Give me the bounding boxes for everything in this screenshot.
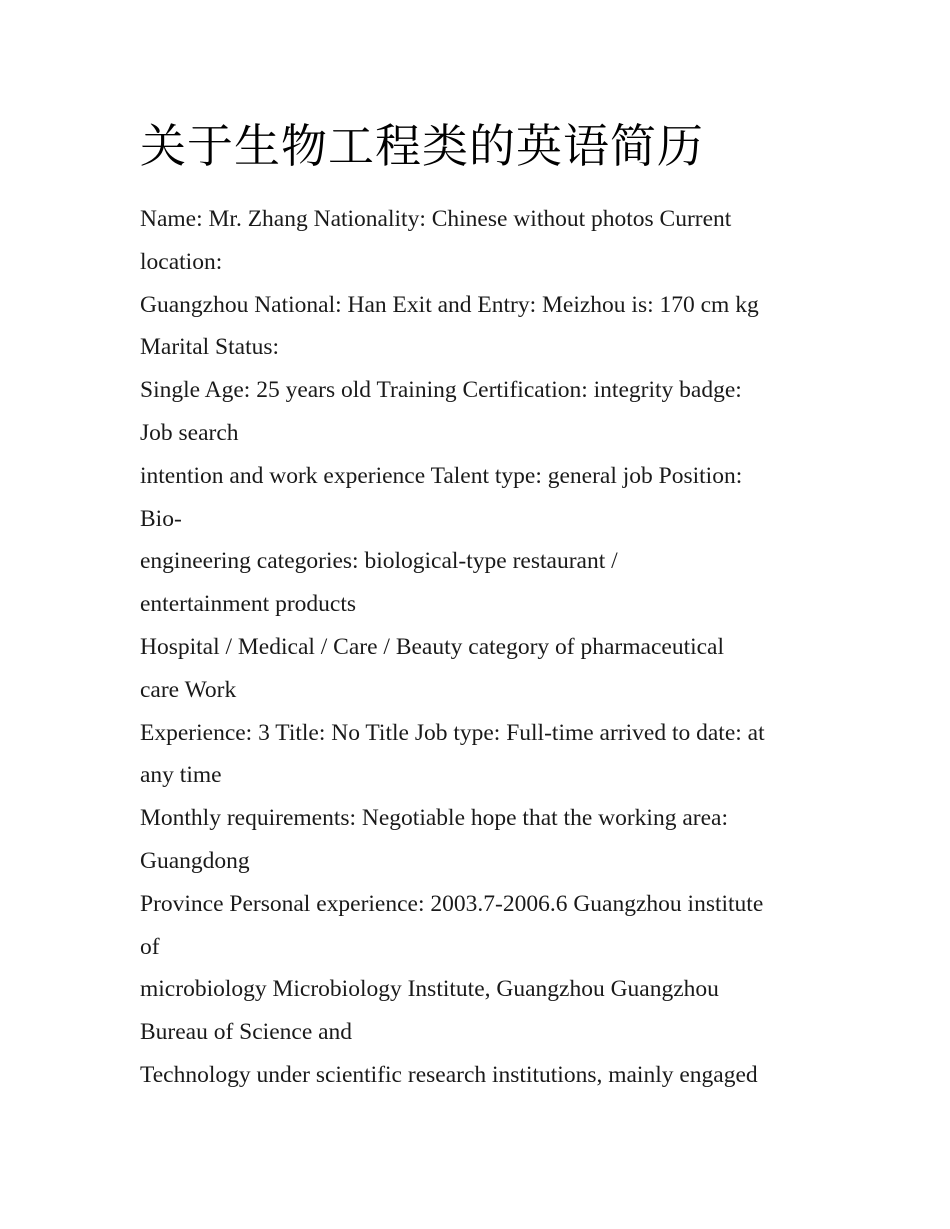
text-line: Technology under scientific research institutions, mainly engaged — [140, 1061, 758, 1088]
text-line: entertainment products — [140, 591, 356, 618]
text-line: engineering categories: biological-type restaurant / — [140, 548, 618, 575]
text-line: location: — [140, 248, 223, 275]
text-line: Marital Status: — [140, 334, 280, 361]
text-line: Guangzhou National: Han Exit and Entry: Meizhou is: 170 cm kg — [140, 291, 759, 318]
text-line: intention and work experience Talent type: general job Position: — [140, 462, 743, 489]
text-line: Guangdong — [140, 847, 250, 874]
text-line: Province Personal experience: 2003.7-2006.6 Guangzhou institute — [140, 890, 764, 917]
text-line: any time — [140, 762, 222, 789]
text-line: Name: Mr. Zhang Nationality: Chinese without photos Current — [140, 206, 732, 232]
document-body — [140, 112, 820, 1097]
text-line: Hospital / Medical / Care / Beauty category of pharmaceutical — [140, 633, 725, 660]
text-line: of — [140, 933, 160, 960]
text-line: Job search — [140, 419, 239, 446]
document-title: 关于生物工程类的英语简历 — [140, 119, 704, 173]
text-line: microbiology Microbiology Institute, Guangzhou Guangzhou — [140, 976, 719, 1003]
text-line: Bureau of Science and — [140, 1019, 353, 1046]
text-line: Experience: 3 Title: No Title Job type: Full-time arrived to date: at — [140, 719, 765, 746]
text-line: Bio- — [140, 505, 182, 532]
text-line: Monthly requirements: Negotiable hope that the working area: — [140, 805, 728, 832]
text-line: Single Age: 25 years old Training Certification: integrity badge: — [140, 377, 742, 404]
text-line: care Work — [140, 676, 237, 703]
